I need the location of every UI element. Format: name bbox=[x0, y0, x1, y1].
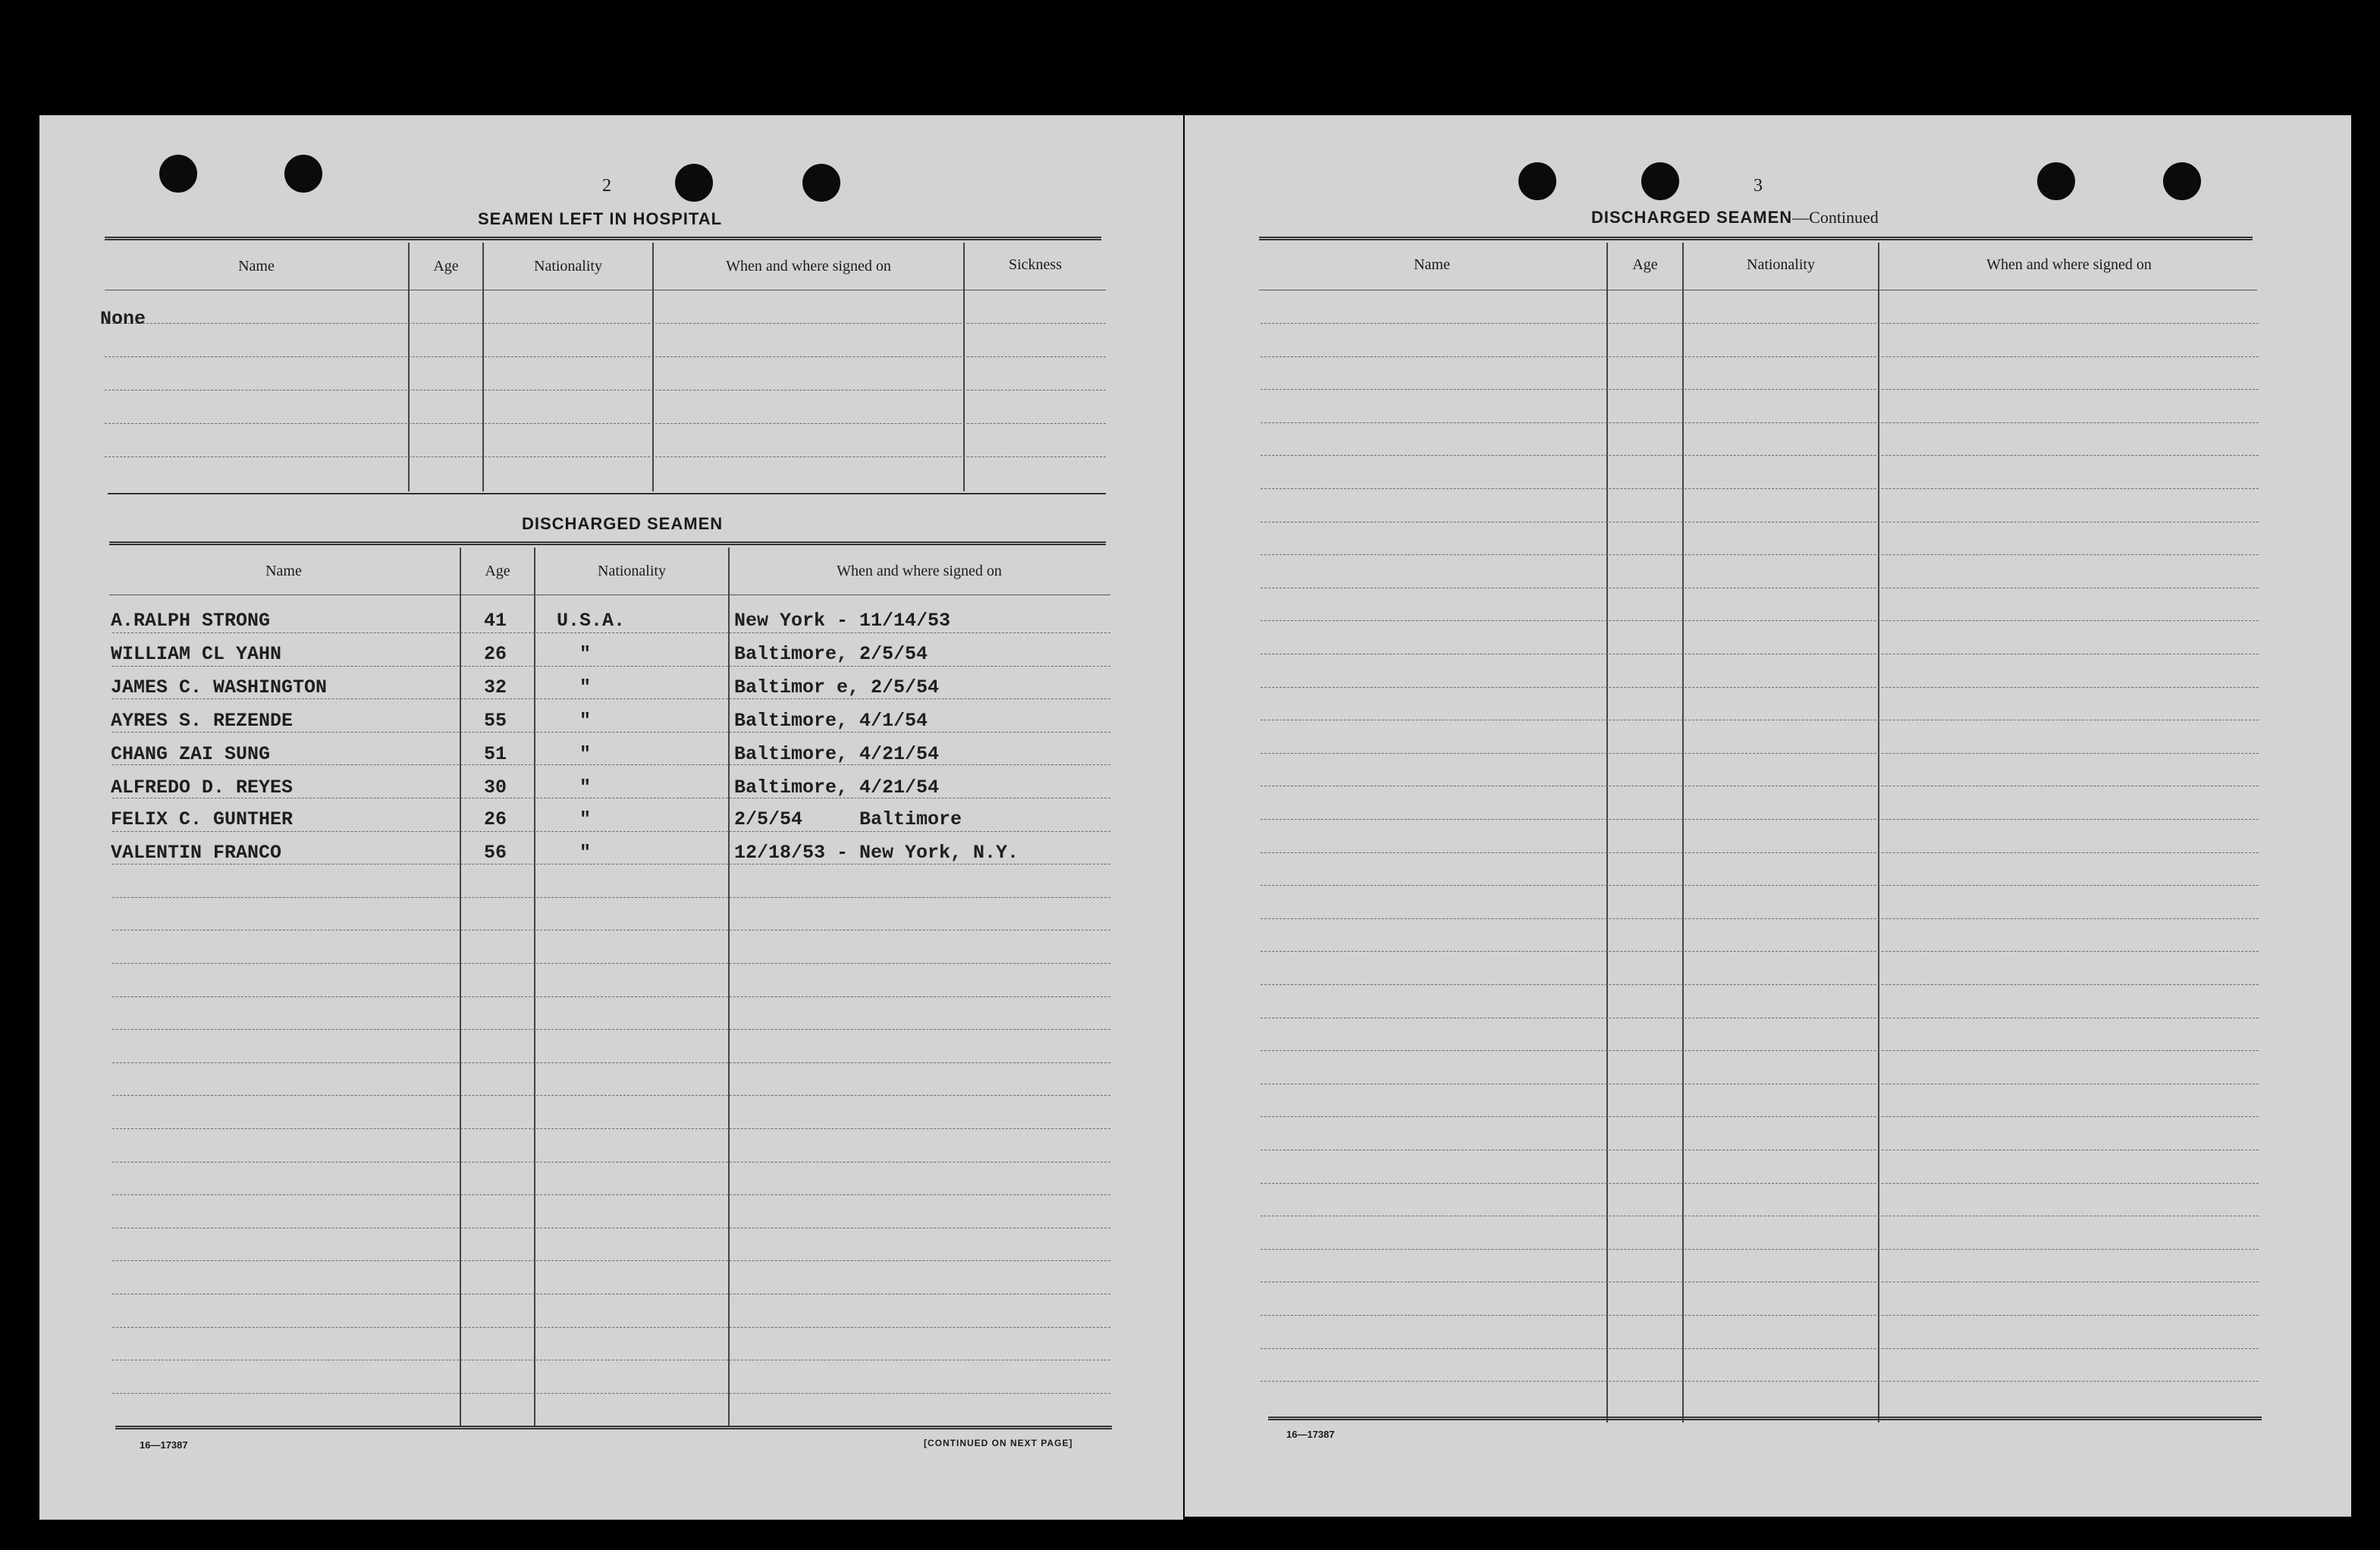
right-page bbox=[1185, 115, 2351, 1517]
seaman-age: 26 bbox=[484, 643, 507, 665]
ruled-line bbox=[1261, 455, 2259, 456]
column-header-age: Age bbox=[1632, 256, 1658, 273]
section-title-text: DISCHARGED SEAMEN bbox=[1591, 208, 1793, 227]
seaman-name: ALFREDO D. REYES bbox=[111, 777, 294, 799]
ruled-line bbox=[1261, 1315, 2259, 1316]
divider bbox=[105, 237, 1101, 240]
punch-hole bbox=[2163, 162, 2201, 200]
punch-hole bbox=[2037, 162, 2075, 200]
section-title bbox=[1591, 208, 1879, 227]
column-divider bbox=[963, 243, 965, 491]
page-number: 3 bbox=[1754, 176, 1763, 196]
column-header-name: Name bbox=[1414, 256, 1450, 273]
seaman-name: CHANG ZAI SUNG bbox=[111, 743, 271, 765]
ruled-line bbox=[1261, 1183, 2259, 1184]
ruled-line bbox=[1261, 885, 2259, 886]
divider bbox=[1268, 1417, 2262, 1420]
ruled-line bbox=[112, 1062, 1110, 1063]
punch-hole bbox=[675, 164, 713, 202]
ruled-line bbox=[105, 323, 1106, 324]
seaman-nationality: " bbox=[579, 643, 592, 665]
ruled-line bbox=[112, 1194, 1110, 1195]
seaman-name: WILLIAM CL YAHN bbox=[111, 643, 282, 665]
seaman-age: 51 bbox=[484, 743, 507, 765]
seaman-nationality: " bbox=[579, 777, 592, 799]
column-header-age: Age bbox=[485, 563, 510, 579]
ruled-line bbox=[112, 1327, 1110, 1328]
column-header-signed-on: When and where signed on bbox=[1986, 256, 2152, 273]
ruled-line bbox=[1261, 323, 2259, 324]
ruled-line bbox=[1261, 488, 2259, 489]
seaman-signed-on: 12/18/53 - New York, N.Y. bbox=[734, 842, 1019, 864]
ruled-line bbox=[112, 1393, 1110, 1394]
column-header-name: Name bbox=[238, 258, 275, 275]
column-divider bbox=[408, 243, 410, 491]
ruled-line bbox=[112, 1260, 1110, 1261]
form-number: 16—17387 bbox=[1286, 1429, 1335, 1440]
ruled-line bbox=[1261, 984, 2259, 985]
ruled-line bbox=[112, 897, 1110, 898]
column-divider bbox=[534, 548, 535, 1427]
column-header-name: Name bbox=[265, 563, 302, 579]
column-header-nationality: Nationality bbox=[598, 563, 666, 579]
ruled-line bbox=[112, 632, 1110, 633]
seaman-signed-on: Baltimore, 2/5/54 bbox=[734, 643, 928, 665]
punch-hole bbox=[802, 164, 840, 202]
ruled-line bbox=[112, 666, 1110, 667]
seaman-signed-on: New York - 11/14/53 bbox=[734, 610, 951, 632]
seaman-nationality: " bbox=[579, 808, 592, 830]
punch-hole bbox=[159, 155, 197, 193]
seaman-age: 55 bbox=[484, 710, 507, 732]
form-number: 16—17387 bbox=[140, 1439, 188, 1451]
seaman-nationality: " bbox=[579, 842, 592, 864]
ruled-line bbox=[1261, 422, 2259, 423]
ruled-line bbox=[105, 390, 1106, 391]
ruled-line bbox=[1261, 819, 2259, 820]
seaman-signed-on: Baltimore, 4/1/54 bbox=[734, 710, 928, 732]
ruled-line bbox=[112, 963, 1110, 964]
column-header-signed-on: When and where signed on bbox=[726, 258, 891, 275]
ruled-line bbox=[112, 831, 1110, 832]
seaman-age: 32 bbox=[484, 676, 507, 698]
seaman-signed-on: 2/5/54 Baltimore bbox=[734, 808, 962, 830]
divider bbox=[108, 493, 1106, 494]
ruled-line bbox=[105, 423, 1106, 424]
ruled-line bbox=[112, 1095, 1110, 1096]
left-page bbox=[39, 115, 1183, 1520]
seaman-name: VALENTIN FRANCO bbox=[111, 842, 282, 864]
seaman-signed-on: Baltimore, 4/21/54 bbox=[734, 743, 940, 765]
column-divider bbox=[1606, 243, 1608, 1423]
ruled-line bbox=[1261, 918, 2259, 919]
ruled-line bbox=[1261, 852, 2259, 853]
seaman-nationality: " bbox=[579, 710, 592, 732]
ruled-line bbox=[1261, 753, 2259, 754]
ruled-line bbox=[1261, 356, 2259, 357]
ruled-line bbox=[105, 356, 1106, 357]
column-divider bbox=[1878, 243, 1879, 1423]
page-number: 2 bbox=[602, 176, 611, 196]
section-title-suffix: —Continued bbox=[1792, 208, 1879, 227]
seaman-name: AYRES S. REZENDE bbox=[111, 710, 294, 732]
ruled-line bbox=[1261, 687, 2259, 688]
divider bbox=[115, 1426, 1112, 1429]
seaman-name: A.RALPH STRONG bbox=[111, 610, 271, 632]
seaman-name: JAMES C. WASHINGTON bbox=[111, 676, 328, 698]
column-divider bbox=[1682, 243, 1684, 1423]
ruled-line bbox=[1261, 1116, 2259, 1117]
column-header-nationality: Nationality bbox=[1747, 256, 1815, 273]
seaman-age: 30 bbox=[484, 777, 507, 799]
seaman-signed-on: Baltimore, 4/21/54 bbox=[734, 777, 940, 799]
ruled-line bbox=[1261, 1249, 2259, 1250]
seaman-age: 26 bbox=[484, 808, 507, 830]
seaman-age: 41 bbox=[484, 610, 507, 632]
column-divider bbox=[728, 548, 730, 1427]
ruled-line bbox=[1261, 620, 2259, 621]
seaman-nationality: " bbox=[579, 676, 592, 698]
seaman-age: 56 bbox=[484, 842, 507, 864]
hospital-entry: None bbox=[100, 308, 146, 330]
ruled-line bbox=[1261, 951, 2259, 952]
column-divider bbox=[482, 243, 484, 491]
ruled-line bbox=[112, 698, 1110, 699]
divider bbox=[1259, 237, 2253, 240]
ruled-line bbox=[1261, 1381, 2259, 1382]
seaman-nationality: U.S.A. bbox=[557, 610, 626, 632]
ruled-line bbox=[1261, 554, 2259, 555]
punch-hole bbox=[1641, 162, 1679, 200]
discharged-section-title: DISCHARGED SEAMEN bbox=[522, 514, 724, 533]
divider bbox=[109, 541, 1106, 545]
ruled-line bbox=[112, 1128, 1110, 1129]
column-header-signed-on: When and where signed on bbox=[837, 563, 1002, 579]
ruled-line bbox=[112, 1029, 1110, 1030]
ruled-line bbox=[1261, 1348, 2259, 1349]
column-header-age: Age bbox=[433, 258, 459, 275]
column-divider bbox=[652, 243, 654, 491]
seaman-name: FELIX C. GUNTHER bbox=[111, 808, 294, 830]
column-divider bbox=[460, 548, 461, 1427]
column-header-sickness: Sickness bbox=[1009, 256, 1062, 273]
seaman-signed-on: Baltimor e, 2/5/54 bbox=[734, 676, 940, 698]
punch-hole bbox=[1518, 162, 1556, 200]
continued-note: [CONTINUED ON NEXT PAGE] bbox=[924, 1438, 1073, 1448]
ruled-line bbox=[112, 996, 1110, 997]
column-header-nationality: Nationality bbox=[534, 258, 602, 275]
ruled-line bbox=[1261, 389, 2259, 390]
ruled-line bbox=[1261, 1050, 2259, 1051]
hospital-section-title: SEAMEN LEFT IN HOSPITAL bbox=[478, 209, 723, 228]
seaman-nationality: " bbox=[579, 743, 592, 765]
punch-hole bbox=[284, 155, 322, 193]
